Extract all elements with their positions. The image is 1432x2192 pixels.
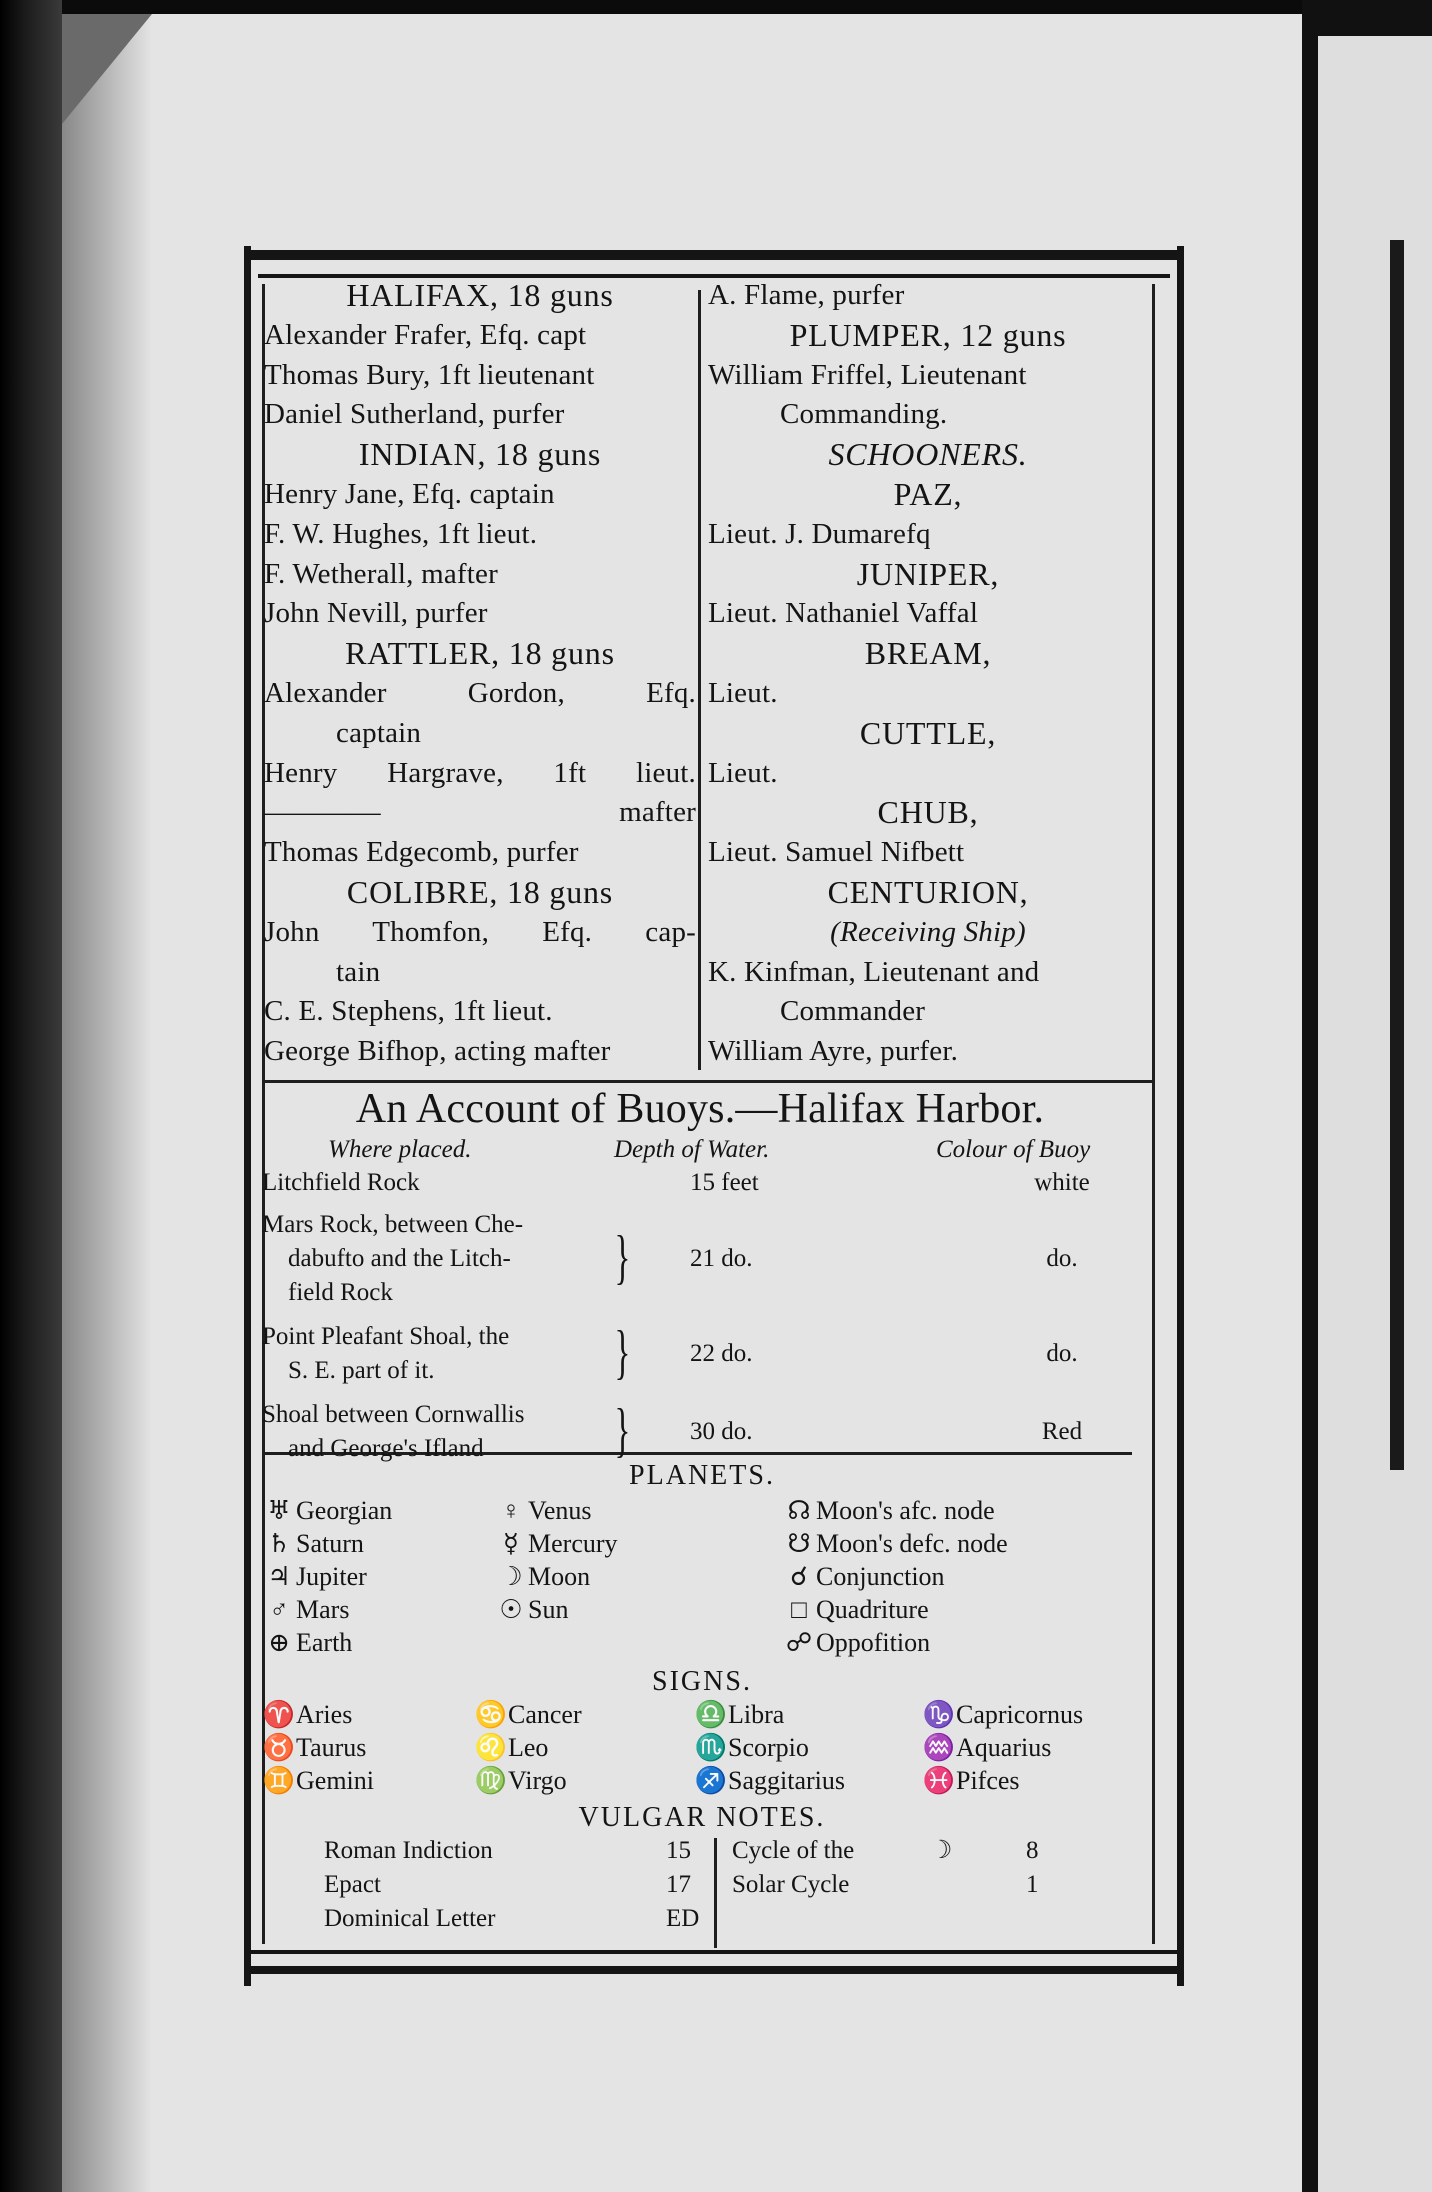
planets-name: Georgian xyxy=(296,1496,393,1525)
navy-list-line: Commanding. xyxy=(780,398,948,431)
libra-icon: ♎ xyxy=(694,1700,728,1729)
planets-name: Mercury xyxy=(528,1529,618,1558)
planets-name: Conjunction xyxy=(816,1562,945,1591)
mars-icon: ♂ xyxy=(269,1595,289,1624)
signs-name: Pifces xyxy=(956,1766,1020,1795)
navy-list-line: Thomas Edgecomb, purfer xyxy=(264,836,579,869)
navy-list-line: John Thomfon, Efq. cap- xyxy=(264,915,696,948)
signs-item xyxy=(474,1731,548,1764)
navy-list-line: Commander xyxy=(780,995,926,1028)
brace-icon: } xyxy=(614,1319,631,1385)
vn-right-value: 8 xyxy=(1026,1837,1039,1864)
ascending-node-icon: ☊ xyxy=(787,1496,811,1525)
buoy-place-line: field Rock xyxy=(288,1279,393,1306)
taurus-icon: ♉ xyxy=(262,1733,296,1762)
vulgar-notes-row xyxy=(320,1834,1080,1868)
buoy-place-line: Litchfield Rock xyxy=(262,1169,420,1196)
planets-name: Mars xyxy=(296,1595,350,1624)
navy-list-line: RATTLER, 18 guns xyxy=(345,635,615,672)
signs-item xyxy=(922,1731,1051,1764)
vn-right-value: 1 xyxy=(1026,1871,1039,1898)
navy-list-line: Lieut. Nathaniel Vaffal xyxy=(708,597,979,630)
planets-name: Moon xyxy=(528,1562,591,1591)
planets-list xyxy=(262,1494,1142,1674)
signs-name: Taurus xyxy=(296,1733,367,1762)
signs-item xyxy=(262,1698,352,1731)
sun-icon: ☉ xyxy=(499,1595,523,1624)
navy-list-line: HALIFAX, 18 guns xyxy=(346,277,614,313)
sagittarius-icon: ♐ xyxy=(694,1766,728,1795)
buoy-row xyxy=(262,1398,1142,1466)
bottom-rule-thin xyxy=(250,1950,1180,1954)
signs-name: Scorpio xyxy=(728,1733,809,1762)
navy-list-line: CUTTLE, xyxy=(859,714,997,751)
quadrature-icon: □ xyxy=(791,1595,807,1624)
buoys-header-row xyxy=(270,1136,1140,1170)
planets-item xyxy=(782,1494,995,1527)
vulgar-notes-table xyxy=(320,1834,1080,1936)
buoy-colour: white xyxy=(1034,1169,1090,1196)
navy-list-line: A. Flame, purfer xyxy=(708,279,905,311)
moon-icon: ☽ xyxy=(499,1562,523,1591)
navy-list-line: PLUMPER, 12 guns xyxy=(789,316,1067,353)
buoys-title: An Account of Buoys.—Halifax Harbor. xyxy=(355,1086,1045,1132)
signs-item xyxy=(694,1764,845,1797)
planets-item xyxy=(782,1593,929,1626)
aquarius-icon: ♒ xyxy=(922,1733,956,1762)
navy-list-line: Henry Jane, Efq. captain xyxy=(264,477,555,510)
vulgar-notes-row xyxy=(320,1902,1080,1936)
leo-icon: ♌ xyxy=(474,1733,508,1762)
signs-title: SIGNS. xyxy=(652,1666,752,1697)
signs-item xyxy=(262,1731,366,1764)
navy-list-line: C. E. Stephens, 1ft lieut. xyxy=(264,995,553,1028)
navy-list-line: CENTURION, xyxy=(827,873,1029,910)
planets-name: Quadriture xyxy=(816,1595,929,1624)
buoy-place xyxy=(262,1398,608,1466)
vulgar-notes-title: VULGAR NOTES. xyxy=(578,1802,826,1833)
signs-item xyxy=(694,1731,809,1764)
planets-item xyxy=(782,1626,930,1659)
vulgar-notes-row xyxy=(320,1868,1080,1902)
top-rule-thick xyxy=(246,250,1184,260)
signs-name: Cancer xyxy=(508,1700,582,1729)
jupiter-icon: ♃ xyxy=(267,1562,291,1591)
navy-list-line: ———— mafter xyxy=(264,796,696,829)
page-shadow xyxy=(62,14,152,2192)
planets-name: Sun xyxy=(528,1595,569,1624)
next-page-sheet xyxy=(1318,36,1432,2192)
signs-list xyxy=(262,1698,1142,1808)
cancer-icon: ♋ xyxy=(474,1700,508,1729)
planets-name: Moon's afc. node xyxy=(816,1496,995,1525)
buoy-depth: 21 do. xyxy=(690,1245,753,1272)
navy-list-line: William Ayre, purfer. xyxy=(708,1035,959,1068)
planets-name: Venus xyxy=(528,1496,592,1525)
signs-item xyxy=(474,1698,582,1731)
vn-label: Dominical Letter xyxy=(324,1905,496,1932)
signs-item xyxy=(474,1764,567,1797)
next-page-rule xyxy=(1390,240,1404,1470)
uranus-icon: ♅ xyxy=(267,1496,291,1525)
navy-list-line: Lieut. xyxy=(708,676,778,709)
buoy-row xyxy=(262,1208,1142,1310)
buoy-row xyxy=(262,1320,1142,1388)
navy-list-line: Daniel Sutherland, purfer xyxy=(264,398,565,431)
planets-item xyxy=(262,1593,349,1626)
planets-item xyxy=(494,1527,618,1560)
navy-list-line: K. Kinfman, Lieutenant and xyxy=(708,955,1040,988)
planets-item xyxy=(494,1560,590,1593)
earth-icon: ⊕ xyxy=(268,1628,290,1657)
buoy-place-line: dabufto and the Litch- xyxy=(288,1245,511,1272)
navy-list-line: Alexander Gordon, Efq. xyxy=(264,676,696,709)
signs-item xyxy=(694,1698,784,1731)
navy-list-line: BREAM, xyxy=(864,635,992,672)
buoy-depth: 22 do. xyxy=(690,1340,753,1367)
planets-title: PLANETS. xyxy=(629,1460,775,1491)
pisces-icon: ♓ xyxy=(922,1766,956,1795)
navy-list-left-column xyxy=(264,276,696,1072)
gemini-icon: ♊ xyxy=(262,1766,296,1795)
buoy-place-line: S. E. part of it. xyxy=(288,1357,435,1384)
planets-item xyxy=(782,1527,1008,1560)
navy-list-line: (Receiving Ship) xyxy=(830,915,1026,948)
header-depth: Depth of Water. xyxy=(614,1136,770,1163)
signs-name: Leo xyxy=(508,1733,549,1762)
signs-name: Capricornus xyxy=(956,1700,1084,1729)
navy-list-line: SCHOONERS. xyxy=(828,436,1028,473)
navy-list-line: COLIBRE, 18 guns xyxy=(346,873,614,910)
column-divider xyxy=(698,290,701,1070)
vn-label: Epact xyxy=(324,1871,381,1898)
navy-list-line: F. W. Hughes, 1ft lieut. xyxy=(264,517,538,550)
moon-icon: ☽ xyxy=(930,1837,953,1864)
navy-list-line: F. Wetherall, mafter xyxy=(264,557,498,590)
signs-item xyxy=(922,1698,1083,1731)
navy-list-line: George Bifhop, acting mafter xyxy=(264,1035,611,1068)
signs-name: Gemini xyxy=(296,1766,374,1795)
capricorn-icon: ♑ xyxy=(922,1700,956,1729)
scorpio-icon: ♏ xyxy=(694,1733,728,1762)
header-colour: Colour of Buoy xyxy=(936,1136,1091,1163)
signs-name: Aquarius xyxy=(956,1733,1052,1762)
brace-icon: } xyxy=(614,1397,631,1463)
buoy-place-line: Shoal between Cornwallis xyxy=(262,1401,525,1428)
signs-name: Libra xyxy=(728,1700,785,1729)
buoy-colour: do. xyxy=(1046,1245,1078,1272)
binding-edge xyxy=(0,0,62,2192)
navy-list-line: Alexander Frafer, Efq. capt xyxy=(264,318,587,351)
buoy-depth: 15 feet xyxy=(690,1169,759,1196)
header-where-placed: Where placed. xyxy=(328,1136,472,1163)
vn-label: Roman Indiction xyxy=(324,1837,493,1864)
planets-name: Saturn xyxy=(296,1529,364,1558)
planets-name: Moon's defc. node xyxy=(816,1529,1008,1558)
navy-list-line: PAZ, xyxy=(893,475,963,512)
buoy-place xyxy=(262,1166,608,1200)
signs-name: Aries xyxy=(296,1700,353,1729)
section-rule-buoys xyxy=(262,1080,1154,1083)
navy-list-line: INDIAN, 18 guns xyxy=(358,436,602,473)
signs-item xyxy=(262,1764,374,1797)
navy-list-right-column xyxy=(708,276,1148,1072)
conjunction-icon: ☌ xyxy=(790,1562,808,1591)
planets-item xyxy=(494,1494,592,1527)
buoy-place-line: Mars Rock, between Che- xyxy=(262,1211,524,1238)
planets-item xyxy=(262,1494,392,1527)
vn-value: 15 xyxy=(666,1837,691,1864)
buoy-row xyxy=(262,1166,1142,1200)
planets-name: Earth xyxy=(296,1628,353,1657)
inner-rule-right xyxy=(1152,284,1155,1944)
buoy-place xyxy=(262,1320,608,1388)
mercury-icon: ☿ xyxy=(503,1529,519,1558)
brace-icon: } xyxy=(614,1224,631,1290)
navy-list-line: Lieut. xyxy=(708,756,778,789)
planets-name: Jupiter xyxy=(296,1562,367,1591)
navy-list-line: captain xyxy=(336,716,422,749)
planets-item xyxy=(262,1560,367,1593)
planets-item xyxy=(262,1527,364,1560)
bottom-rule-thick xyxy=(246,1966,1184,1974)
navy-list-line: Lieut. Samuel Nifbett xyxy=(708,836,965,869)
venus-icon: ♀ xyxy=(501,1496,521,1525)
planets-item xyxy=(494,1593,568,1626)
planets-item xyxy=(782,1560,945,1593)
vn-right-label: Solar Cycle xyxy=(732,1871,850,1898)
buoy-place-line: and George's Ifland xyxy=(288,1435,484,1462)
vn-value: 17 xyxy=(666,1871,691,1898)
navy-list-line: Lieut. J. Dumarefq xyxy=(708,517,931,550)
virgo-icon: ♍ xyxy=(474,1766,508,1795)
buoy-place-line: Point Pleafant Shoal, the xyxy=(262,1323,510,1350)
planets-item xyxy=(262,1626,352,1659)
saturn-icon: ♄ xyxy=(267,1529,291,1558)
planets-name: Oppofition xyxy=(816,1628,931,1657)
page-corner-fold xyxy=(62,14,152,124)
navy-list-line: Thomas Bury, 1ft lieutenant xyxy=(264,358,595,391)
buoy-depth: 30 do. xyxy=(690,1418,753,1445)
navy-list-line: William Friffel, Lieutenant xyxy=(708,358,1027,391)
navy-list-line: John Nevill, purfer xyxy=(264,597,488,630)
navy-list-line: CHUB, xyxy=(877,794,979,831)
buoy-colour: do. xyxy=(1046,1340,1078,1367)
navy-list-line: tain xyxy=(336,955,381,988)
signs-item xyxy=(922,1764,1020,1797)
aries-icon: ♈ xyxy=(262,1700,296,1729)
vn-value: ED xyxy=(666,1905,700,1932)
navy-list-line: Henry Hargrave, 1ft lieut. xyxy=(264,756,696,789)
descending-node-icon: ☋ xyxy=(787,1529,811,1558)
buoy-colour: Red xyxy=(1041,1418,1083,1445)
buoy-place xyxy=(262,1208,608,1310)
signs-name: Virgo xyxy=(508,1766,567,1795)
opposition-icon: ☍ xyxy=(785,1628,813,1657)
navy-list-line: JUNIPER, xyxy=(856,555,1000,592)
signs-name: Saggitarius xyxy=(728,1766,845,1795)
vn-right-label: Cycle of the xyxy=(732,1837,855,1864)
